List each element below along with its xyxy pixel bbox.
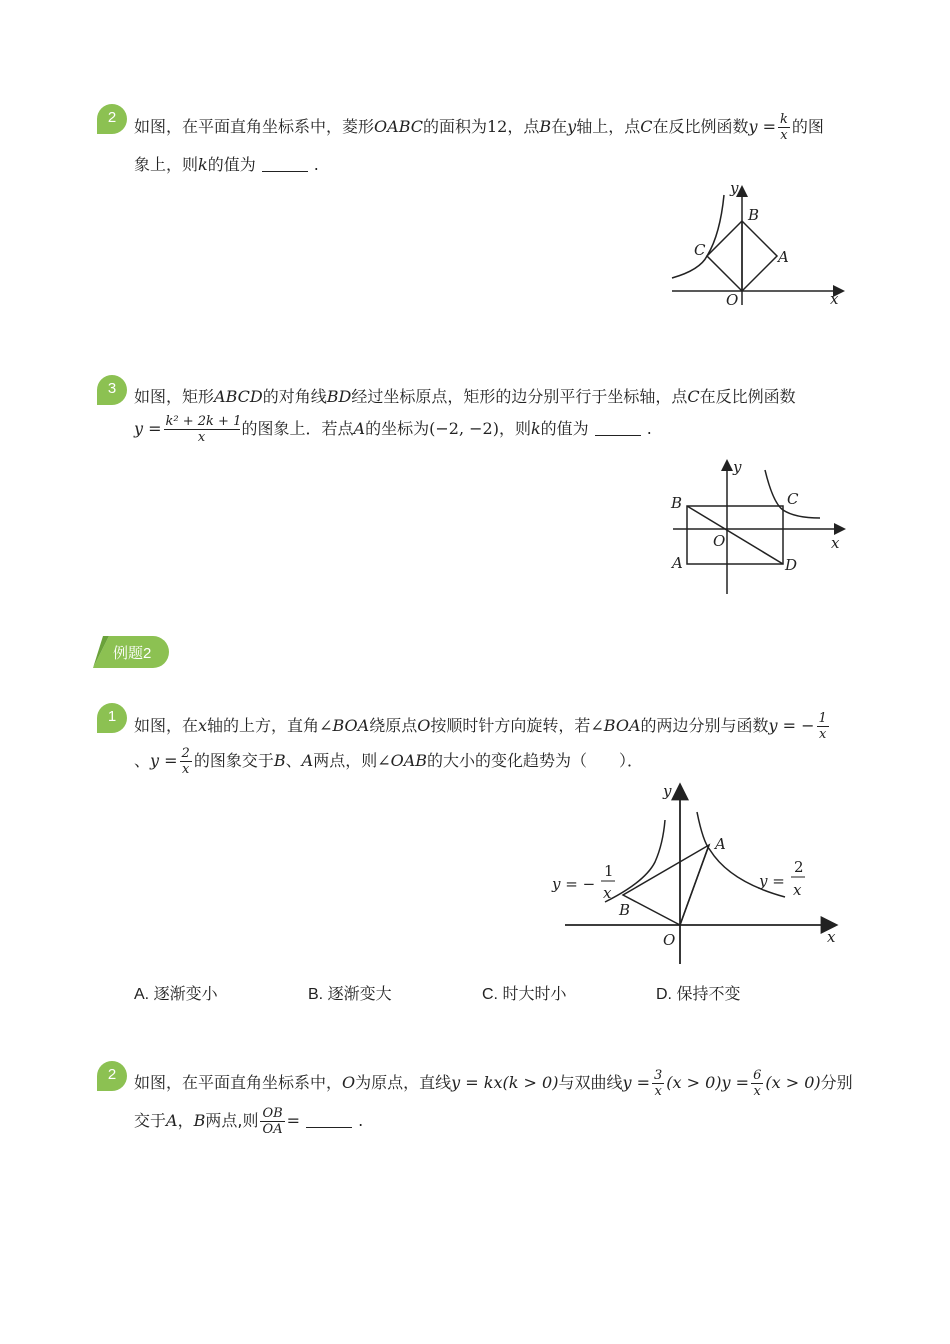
question-number-badge: 2 <box>97 1061 127 1091</box>
label-y: y <box>733 458 742 476</box>
label-B: B <box>748 206 760 224</box>
answer-blank[interactable] <box>262 171 308 172</box>
label-x: x <box>830 290 839 308</box>
answer-blank[interactable] <box>595 435 641 436</box>
question-number-badge: 1 <box>97 703 127 733</box>
label-A: A <box>715 835 726 853</box>
question-text-line1: 如图，在x轴的上方，直角∠BOA绕原点O按顺时针方向旋转，若∠BOA的两边分别与函数y = − $\frac{1}{x}$ <box>134 711 827 742</box>
label-y: y <box>730 179 739 197</box>
fn-right-lhs: y = <box>759 872 785 890</box>
label-O: O <box>726 291 739 309</box>
fraction: $\frac{6}{x}$ <box>753 1068 762 1099</box>
option-c[interactable]: C. 时大时小 <box>482 986 567 1003</box>
question-text-line1: 如图，在平面直角坐标系中，菱形OABC的面积为12，点B在y轴上，点C在反比例函数y = $\frac{k}{x}$ 的图 <box>134 112 824 143</box>
fn-left-num: 1 <box>604 862 614 880</box>
label-y: y <box>663 782 672 800</box>
fn-left-lhs: y = − <box>552 875 596 893</box>
fn-right-num: 2 <box>794 858 804 876</box>
hyperbola-figure <box>545 782 845 967</box>
question-text-line2: 象上，则k的值为 . <box>134 155 319 174</box>
rectangle-figure <box>665 458 850 598</box>
question-text-line1: 如图，矩形ABCD的对角线BD经过坐标原点，矩形的边分别平行于坐标轴，点C在反比例函数 <box>134 387 796 406</box>
fraction: $\frac{k}{x}$ <box>780 112 788 143</box>
label-A: A <box>672 554 683 572</box>
label-x: x <box>827 928 836 946</box>
label-O: O <box>663 931 676 949</box>
label-B: B <box>619 901 631 919</box>
example-tag <box>93 636 169 668</box>
fraction: $\frac{OB}{OA}$ <box>262 1106 283 1137</box>
label-B: B <box>671 494 683 512</box>
label-C: C <box>787 490 799 508</box>
label-O: O <box>713 532 726 550</box>
option-d[interactable]: D. 保持不变 <box>656 986 741 1003</box>
question-number-badge: 2 <box>97 104 127 134</box>
label-A: A <box>778 248 789 266</box>
option-b[interactable]: B. 逐渐变大 <box>308 986 392 1003</box>
rhombus-figure <box>660 180 850 315</box>
question-number-badge: 3 <box>97 375 127 405</box>
question-text-line2: 、y = $\frac{2}{x}$ 的图象交于B、A两点，则∠OAB的大小的变化趋势为（ ）． <box>134 746 644 777</box>
label-C: C <box>694 241 706 259</box>
example-tag-label: 例题2 <box>113 645 152 662</box>
label-D: D <box>785 556 798 574</box>
fraction: $\frac{2}{x}$ <box>181 746 190 777</box>
label-x: x <box>831 534 840 552</box>
question-text-line2: 交于A，B两点,则 $\frac{OB}{OA}$ = . <box>134 1106 364 1137</box>
fraction: $\frac{3}{x}$ <box>653 1068 663 1099</box>
fn-left-den: x <box>603 884 612 902</box>
question-text-line1: 如图，在平面直角坐标系中，O为原点，直线y = kx(k > 0)与双曲线y = $\frac{3}{x}$ (x > 0)y = $\frac{6}{x}$ (x > 0)分别 <box>134 1068 853 1099</box>
fraction: $\frac{1}{x}$ <box>818 711 827 742</box>
answer-blank[interactable] <box>306 1127 352 1128</box>
question-text-line2: y = $\frac{\text{k² + 2k + 1}}{x}$ 的图象上．若点A的坐标为(−2, −2)，则k的值为 . <box>134 414 652 445</box>
option-a[interactable]: A. 逐渐变小 <box>134 986 218 1003</box>
fraction: $\frac{\text{k² + 2k + 1}}{x}$ <box>165 414 242 445</box>
fn-right-den: x <box>793 881 802 899</box>
